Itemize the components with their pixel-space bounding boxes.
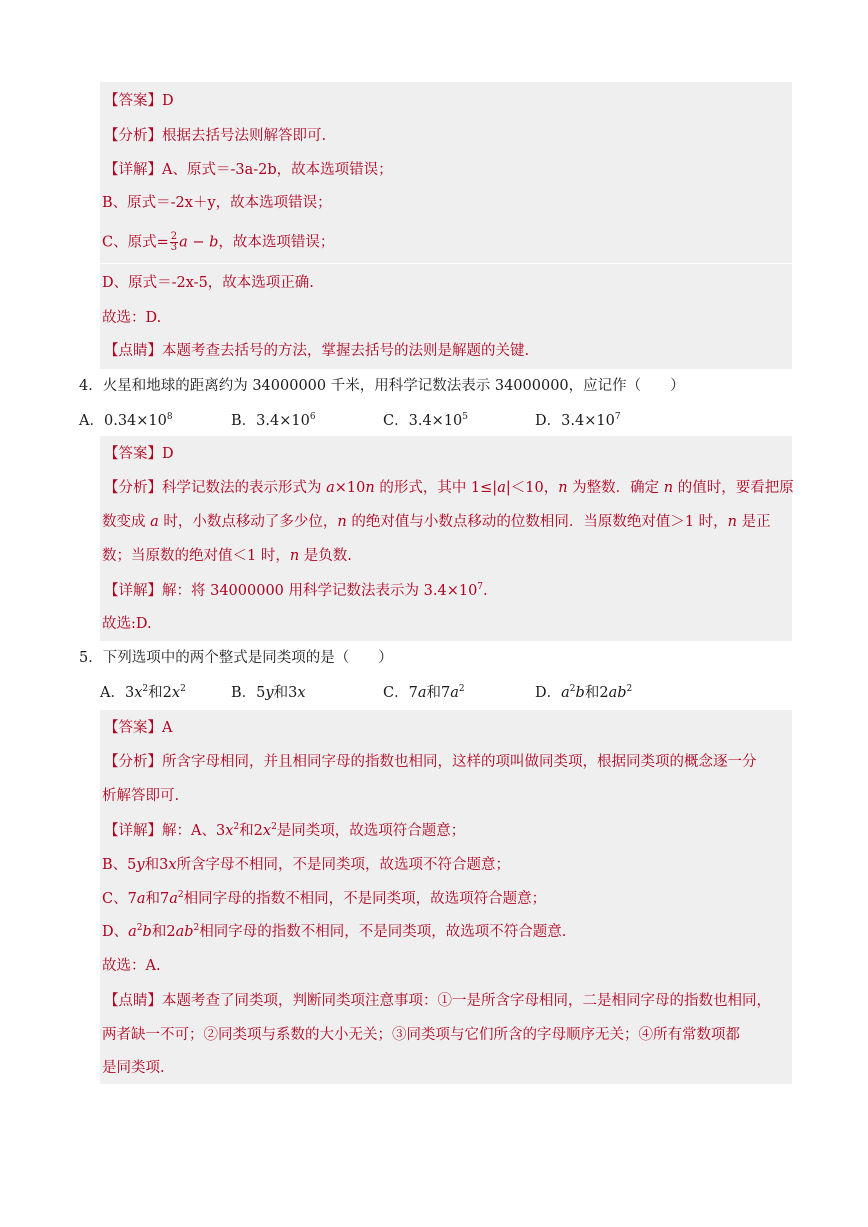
detail-text: B、 — [102, 857, 128, 873]
math-expression: a − b — [179, 234, 219, 251]
exponent: 8 — [166, 412, 173, 422]
option-label: B． — [231, 413, 257, 429]
comment-text: 是同类项. — [102, 1060, 165, 1076]
q5-stem: 5．下列选项中的两个整式是同类项的是（ ） — [79, 650, 393, 666]
option-label: B． — [231, 685, 257, 701]
exponent: 2 — [458, 684, 465, 694]
option-label: A． — [100, 685, 125, 701]
q3-choose-line — [102, 308, 161, 328]
math-variable: x — [134, 685, 143, 701]
exponent: 7 — [477, 582, 484, 592]
q3-detail-line-b — [102, 193, 332, 213]
conjunction: 和 — [148, 685, 163, 701]
option-value: 3.4×10 — [256, 413, 310, 429]
exponent: 2 — [271, 822, 277, 832]
q4-option-c — [383, 411, 468, 431]
detail-text: 解：将 34000000 用科学记数法表示为 3.4×10 — [162, 583, 478, 599]
option-value: 3.4×10 — [408, 413, 463, 429]
conjunction: 和 — [426, 685, 441, 701]
math-variable: b — [142, 924, 152, 940]
coefficient: 2 — [162, 685, 172, 701]
math-variable: a — [450, 685, 459, 701]
exponent: 2 — [142, 684, 149, 694]
comment-tag: 【点睛】 — [104, 343, 162, 359]
coefficient: 7 — [160, 891, 170, 907]
math-variable: a — [561, 685, 570, 701]
math-variable: n — [727, 514, 738, 530]
detail-text: 所含字母不相同，不是同类项，故选项不符合题意； — [176, 857, 511, 873]
option-value: 0.34×10 — [103, 413, 167, 429]
analysis-text: ×10 — [334, 480, 366, 496]
exponent: 2 — [233, 822, 240, 832]
analysis-text: 科学记数法的表示形式为 — [162, 480, 327, 496]
q5-detail-line-b — [102, 855, 510, 875]
math-variable: x — [262, 823, 272, 839]
detail-tag: 【详解】 — [104, 162, 162, 178]
math-variable: b — [575, 685, 585, 701]
analysis-text: 是正 — [737, 514, 771, 530]
coefficient: 5 — [256, 685, 266, 701]
conjunction: 和 — [273, 685, 289, 701]
math-variable: a — [497, 480, 506, 496]
coefficient: 7 — [441, 685, 451, 701]
answer-value: D — [162, 93, 174, 109]
answer-value: D — [162, 446, 174, 462]
q5-analysis-line-1 — [104, 752, 757, 772]
math-variable: ab — [608, 685, 627, 701]
q5-option-d — [535, 683, 632, 703]
detail-text: 相同字母的指数不相同，不是同类项，故选项符合题意； — [183, 891, 547, 907]
q3-analysis-line — [104, 126, 326, 146]
q5-detail-line-c — [102, 889, 546, 909]
q4-analysis-line-1 — [104, 478, 794, 498]
q3-detail-line-c — [102, 232, 334, 253]
comment-text: 本题考查去括号的方法，掌握去括号的法则是解题的关键. — [162, 343, 530, 359]
answer-tag: 【答案】 — [104, 720, 162, 736]
math-variable: x — [225, 823, 234, 839]
fraction-numerator: 2 — [170, 231, 178, 242]
q5-option-c — [383, 683, 465, 703]
answer-tag: 【答案】 — [104, 93, 162, 109]
q4-solution-block — [100, 436, 792, 641]
exponent: 6 — [309, 412, 316, 422]
analysis-text: 的形式，其中 1≤| — [374, 480, 498, 496]
q3-solution-block — [100, 82, 792, 369]
analysis-text: 是负数. — [299, 548, 352, 564]
conjunction: 和 — [239, 823, 254, 839]
q5-comment-line-3 — [102, 1058, 165, 1078]
coefficient: 2 — [166, 924, 176, 940]
conjunction: 和 — [151, 924, 167, 940]
conjunction: 和 — [144, 857, 160, 873]
q5-detail-line-d — [102, 922, 566, 942]
math-variable: ab — [175, 924, 194, 940]
math-variable: n — [337, 514, 347, 530]
math-variable: a — [150, 514, 159, 530]
fraction — [170, 232, 178, 253]
q4-option-d — [535, 411, 621, 431]
math-variable: x — [297, 685, 306, 701]
q4-option-a — [79, 411, 173, 431]
coefficient: 3 — [288, 685, 298, 701]
q5-comment-line-1 — [104, 991, 771, 1011]
option-label: A． — [79, 413, 104, 429]
detail-text: 解：A、 — [162, 823, 216, 839]
math-variable: a — [169, 891, 178, 907]
analysis-text: |＜10， — [505, 480, 559, 496]
q5-analysis-line-2 — [102, 786, 179, 806]
choose-text: 故选:D. — [102, 616, 152, 632]
analysis-text: 数；当原数的绝对值＜1 时， — [102, 548, 290, 564]
q4-detail-line — [104, 581, 488, 601]
option-label: D． — [535, 685, 562, 701]
coefficient: 2 — [599, 685, 609, 701]
q3-detail-line-a — [104, 160, 393, 180]
exponent: 7 — [614, 412, 621, 422]
comment-text: 两者缺一不可；②同类项与系数的大小无关；③同类项与它们所含的字母顺序无关；④所有常数项都 — [102, 1027, 740, 1043]
comment-text: 本题考查了同类项，判断同类项注意事项：①一是所含字母相同，二是相同字母的指数也相同， — [162, 993, 771, 1009]
q5-option-b — [231, 683, 306, 703]
math-variable: a — [136, 891, 146, 907]
math-variable: a — [128, 924, 137, 940]
choose-text: 故选：A. — [102, 958, 161, 974]
q3-answer-line — [104, 91, 174, 111]
option-value: 3.4×10 — [561, 413, 615, 429]
analysis-text: 所含字母相同，并且相同字母的指数也相同，这样的项叫做同类项，根据同类项的概念逐一分 — [162, 754, 757, 770]
math-variable: n — [365, 480, 375, 496]
math-variable: n — [289, 548, 300, 564]
answer-value: A — [162, 720, 173, 736]
math-variable: x — [168, 857, 177, 873]
exponent: 2 — [180, 684, 186, 694]
detail-text: D、 — [102, 924, 129, 940]
detail-text: . — [483, 583, 488, 599]
exponent: 2 — [136, 923, 143, 933]
analysis-text: 根据去括号法则解答即可. — [162, 128, 327, 144]
q5-comment-line-2 — [102, 1025, 740, 1045]
detail-text: B、原式＝-2x＋y，故本选项错误； — [102, 195, 332, 211]
exponent: 2 — [626, 684, 633, 694]
q5-option-a — [100, 683, 186, 703]
coefficient: 2 — [253, 823, 263, 839]
option-label: C． — [383, 685, 409, 701]
exponent: 2 — [177, 890, 184, 900]
math-variable: n — [558, 480, 568, 496]
q4-choose-line — [102, 614, 152, 634]
divider — [100, 263, 792, 264]
exponent: 5 — [462, 412, 469, 422]
choose-text: 故选：D. — [102, 310, 162, 326]
q3-detail-line-d — [102, 273, 314, 293]
detail-text: C、 — [102, 891, 128, 907]
detail-text: 相同字母的指数不相同，不是同类项，故选项不符合题意. — [199, 924, 567, 940]
fraction-denominator: 3 — [170, 242, 178, 253]
analysis-tag: 【分析】 — [104, 754, 162, 770]
detail-text: ，故本选项错误； — [218, 234, 335, 251]
math-variable: x — [171, 685, 181, 701]
analysis-tag: 【分析】 — [104, 128, 162, 144]
exponent: 2 — [569, 684, 576, 694]
q5-solution-block — [100, 710, 792, 1084]
option-label: C． — [383, 413, 409, 429]
coefficient: 3 — [215, 823, 226, 839]
answer-tag: 【答案】 — [104, 446, 162, 462]
q4-answer-line — [104, 444, 174, 464]
coefficient: 3 — [159, 857, 169, 873]
math-variable: a — [417, 685, 427, 701]
analysis-text: 的值时，要看把原 — [673, 480, 794, 496]
comment-tag: 【点睛】 — [104, 993, 162, 1009]
detail-text: D、原式＝-2x-5，故本选项正确. — [102, 275, 314, 291]
exponent: 2 — [193, 923, 200, 933]
q4-option-b — [231, 411, 316, 431]
detail-text: 是同类项，故选项符合题意； — [276, 823, 466, 839]
math-variable: n — [663, 480, 674, 496]
math-variable: y — [265, 685, 274, 701]
detail-tag: 【详解】 — [104, 823, 162, 839]
q3-comment-line — [104, 341, 529, 361]
coefficient: 7 — [127, 891, 137, 907]
q4-analysis-line-3 — [102, 546, 352, 566]
q5-choose-line — [102, 956, 161, 976]
coefficient: 3 — [124, 685, 135, 701]
analysis-text: 数变成 — [102, 514, 151, 530]
option-label: D． — [535, 413, 562, 429]
analysis-text: 的绝对值与小数点移动的位数相同．当原数绝对值＞1 时， — [346, 514, 728, 530]
analysis-text: 为整数．确定 — [567, 480, 664, 496]
detail-tag: 【详解】 — [104, 583, 162, 599]
math-variable: a — [326, 480, 335, 496]
analysis-tag: 【分析】 — [104, 480, 162, 496]
coefficient: 7 — [408, 685, 418, 701]
detail-text: A、原式＝-3a-2b，故本选项错误； — [162, 162, 393, 178]
q4-analysis-line-2 — [102, 512, 771, 532]
conjunction: 和 — [145, 891, 160, 907]
q5-answer-line — [104, 718, 172, 738]
coefficient: 5 — [127, 857, 137, 873]
analysis-text: 析解答即可. — [102, 788, 180, 804]
math-variable: y — [136, 857, 145, 873]
detail-text: C、原式= — [102, 234, 169, 251]
q4-stem: 4．火星和地球的距离约为 34000000 千米，用科学记数法表示 34000000，应记作（ ） — [79, 378, 685, 394]
analysis-text: 时，小数点移动了多少位， — [158, 514, 338, 530]
conjunction: 和 — [584, 685, 600, 701]
q5-detail-line-a — [104, 821, 465, 841]
